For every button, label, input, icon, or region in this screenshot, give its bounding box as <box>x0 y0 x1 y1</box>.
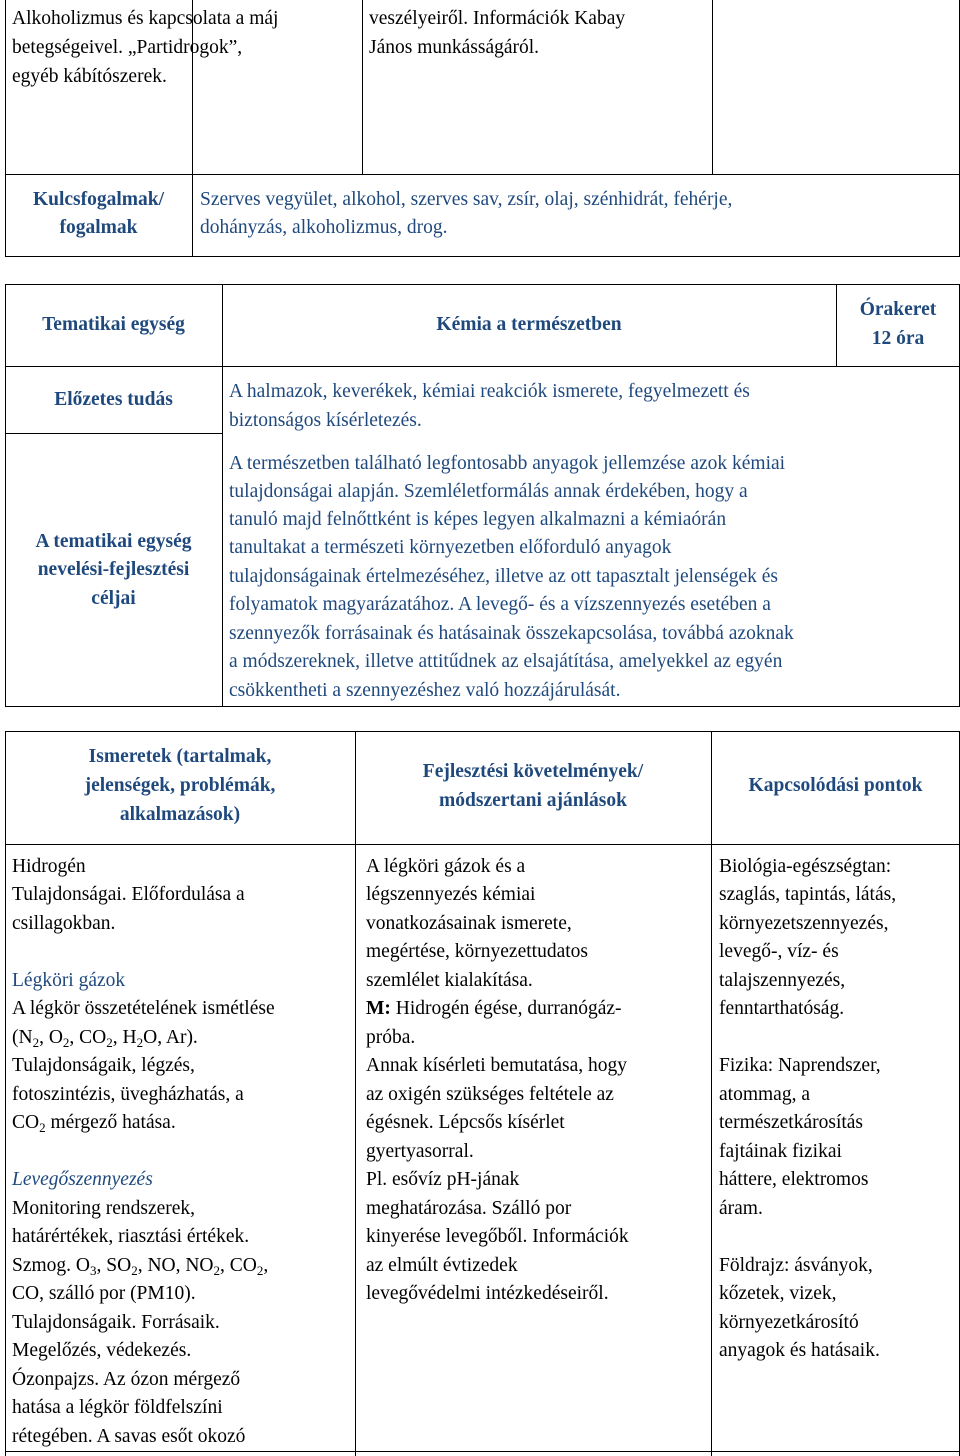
text-line: Monitoring rendszerek, <box>12 1198 196 1219</box>
section-title: Légköri gázok <box>12 970 126 991</box>
text-line: levegővédelmi intézkedéseiről. <box>366 1283 609 1304</box>
orakeret-value: 12 óra <box>871 328 925 349</box>
text-line: fenntarthatóság. <box>719 998 845 1019</box>
text-line: fotoszintézis, üvegházhatás, a <box>12 1084 244 1105</box>
text-line: kőzetek, vizek, <box>719 1283 837 1304</box>
text-line: levegő-, víz- és <box>719 941 839 962</box>
text-line: háttere, elektromos <box>719 1169 869 1190</box>
text-line: Tulajdonságaik. Forrásaik. <box>12 1312 220 1333</box>
text-line: vonatkozásainak ismerete, <box>366 913 572 934</box>
text-line: áram. <box>719 1198 763 1219</box>
text-line: A légköri gázok és a <box>366 856 526 877</box>
text-line: János munkásságáról. <box>369 37 540 58</box>
text-line: atommag, a <box>719 1084 810 1105</box>
text-line: szemlélet kialakítása. <box>366 970 533 991</box>
tematikai-label: Tematikai egység <box>42 314 185 335</box>
text-line: az elmúlt évtizedek <box>366 1255 518 1276</box>
text-line: kinyerése levegőből. Információk <box>366 1226 629 1247</box>
text-line: Annak kísérleti bemutatása, hogy <box>366 1055 628 1076</box>
text-line: veszélyeiről. Információk Kabay <box>369 8 626 29</box>
tematikai-title: Kémia a természetben <box>436 314 622 335</box>
text-line: környezetkárosító <box>719 1312 859 1333</box>
text-line: betegségeivel. „Partidrogok”, <box>12 37 243 58</box>
elozetes-label: Előzetes tudás <box>54 389 173 410</box>
text-line: anyagok és hatásaik. <box>719 1340 880 1361</box>
text-line: szaglás, tapintás, látás, <box>719 884 897 905</box>
text-line: megértése, környezettudatos <box>366 941 588 962</box>
text-line: rétegében. A savas esőt okozó <box>12 1426 246 1447</box>
text-line: fajtáinak fizikai <box>719 1141 842 1162</box>
text-line: meghatározása. Szálló por <box>366 1198 572 1219</box>
text-line: Megelőzés, védekezés. <box>12 1340 192 1361</box>
text-line: légszennyezés kémiai <box>366 884 536 905</box>
text-line: az oxigén szükséges feltétele az <box>366 1084 614 1105</box>
formula-line: ($N_2$, $O_2$, $CO_2$, $H_2O$, Ar). <box>12 1027 198 1050</box>
section-title: Levegőszennyezés <box>12 1169 153 1190</box>
text-line: próba. <box>366 1027 416 1048</box>
text-line: Ózonpajzs. Az ózon mérgező <box>12 1369 241 1390</box>
text-line: hatása a légkör földfelszíni <box>12 1397 223 1418</box>
text-line: csillagokban. <box>12 913 116 934</box>
text-line: gyertyasorral. <box>366 1141 474 1162</box>
text-line: egyéb kábítószerek. <box>12 66 167 87</box>
text-line: Tulajdonságai. Előfordulása a <box>12 884 245 905</box>
text-line: A légkör összetételének ismétlése <box>12 998 275 1019</box>
szmog-line: Szmog. $O_3$, $SO_2$, NO, $NO_2$, $CO_2$, <box>12 1255 269 1278</box>
text-line: Tulajdonságaik, légzés, <box>12 1055 195 1076</box>
text-line: Hidrogén <box>12 856 86 877</box>
text-line: CO, szálló por (PM10). <box>12 1283 196 1304</box>
text-line: Alkoholizmus és kapcsolata a máj <box>12 8 279 29</box>
text-line: Pl. esővíz pH-jának <box>366 1169 520 1190</box>
text-line: környezetszennyezés, <box>719 913 889 934</box>
kapcsolodasi-header: Kapcsolódási pontok <box>748 775 923 796</box>
text-line: talajszennyezés, <box>719 970 846 991</box>
co2-line: $CO_2$ mérgező hatása. <box>12 1112 176 1135</box>
text-line: Fizika: Naprendszer, <box>719 1055 881 1076</box>
text-line: Földrajz: ásványok, <box>719 1255 873 1276</box>
text-line: Biológia-egészségtan: <box>719 856 892 877</box>
method-line: M: Hidrogén égése, durranógáz- <box>366 998 622 1019</box>
text-line: égésnek. Lépcsős kísérlet <box>366 1112 565 1133</box>
orakeret-label: Órakeret <box>859 299 937 320</box>
text-line: határértékek, riasztási értékek. <box>12 1226 250 1247</box>
text-line: természetkárosítás <box>719 1112 864 1133</box>
